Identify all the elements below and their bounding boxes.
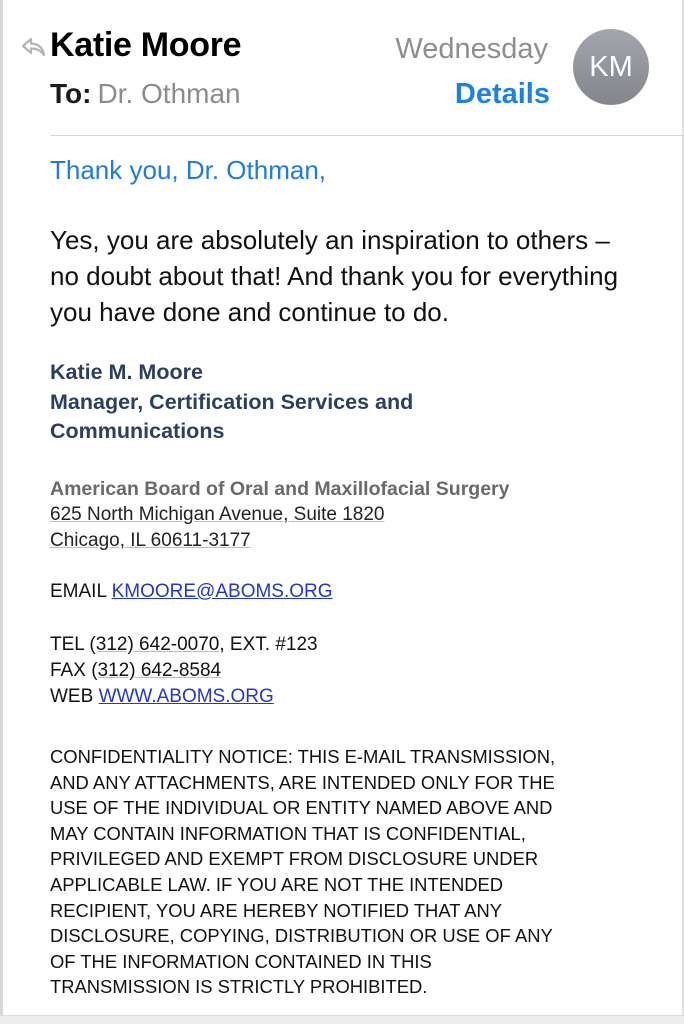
notice-line: CONFIDENTIALITY NOTICE: THIS E-MAIL TRANSMISSION, — [50, 746, 556, 767]
web-label: WEB — [50, 686, 94, 707]
notice-line: OF THE INFORMATION CONTAINED IN THIS — [50, 950, 432, 972]
confidentiality-notice — [50, 744, 650, 1000]
fax-link[interactable]: (312) 642-8584 — [91, 660, 222, 681]
signature-title-line1: Manager, Certification Services and — [50, 389, 414, 414]
notice-line: AND ANY ATTACHMENTS, ARE INTENDED ONLY FOR THE — [50, 771, 555, 793]
web-link[interactable]: WWW.ABOMS.ORG — [98, 686, 274, 707]
notice-line: DISCLOSURE, COPYING, DISTRIBUTION OR USE OF ANY — [50, 925, 553, 947]
tel-extension: , EXT. #123 — [219, 634, 318, 655]
signature-name: Katie M. Moore — [50, 360, 203, 384]
organization-name: American Board of Oral and Maxillofacial Surgery — [50, 478, 510, 500]
notice-line: TRANSMISSION IS STRICTLY PROHIBITED. — [50, 976, 428, 998]
address-line2-link[interactable]: Chicago, IL 60611-3177 — [50, 530, 251, 551]
recipient-name[interactable]: Dr. Othman — [97, 78, 241, 109]
notice-line: PRIVILEGED AND EXEMPT FROM DISCLOSURE UNDER — [50, 848, 539, 870]
avatar[interactable]: KM — [573, 29, 649, 105]
signature-title-line2: Communications — [50, 419, 225, 443]
details-button[interactable]: Details — [454, 78, 550, 110]
email-row — [50, 579, 333, 605]
tel-link[interactable]: (312) 642-0070 — [89, 634, 220, 655]
notice-line: MAY CONTAIN INFORMATION THAT IS CONFIDENTIAL, — [50, 822, 526, 844]
window-edge-left — [0, 0, 3, 1024]
email-label: EMAIL — [50, 581, 107, 602]
bottom-toolbar-edge — [0, 1015, 684, 1024]
header-divider — [50, 135, 684, 136]
reply-arrow-icon — [20, 36, 46, 58]
message-text: Yes, you are absolutely an inspiration to others – no doubt about that! And thank you for everything you have done and continue to do. — [50, 225, 619, 327]
address-line1-link[interactable]: 625 North Michigan Avenue, Suite 1820 — [50, 504, 385, 525]
greeting-text: Thank you, Dr. Othman, — [50, 155, 327, 185]
fax-label: FAX — [50, 660, 86, 681]
tel-row — [50, 632, 318, 658]
web-row — [50, 684, 274, 710]
message-date: Wednesday — [395, 33, 548, 65]
mail-header — [0, 0, 684, 136]
notice-line: APPLICABLE LAW. IF YOU ARE NOT THE INTENDED — [50, 873, 504, 895]
notice-line: USE OF THE INDIVIDUAL OR ENTITY NAMED ABOVE AND — [50, 797, 553, 819]
sender-name: Katie Moore — [50, 26, 242, 64]
to-label: To: — [50, 78, 92, 109]
notice-line: RECIPIENT, YOU ARE HEREBY NOTIFIED THAT ANY — [50, 899, 503, 921]
recipient-row — [50, 78, 241, 110]
fax-row — [50, 658, 221, 684]
signature-block — [50, 358, 610, 447]
email-link[interactable]: KMOORE@ABOMS.ORG — [111, 581, 333, 602]
tel-label: TEL — [50, 634, 85, 655]
